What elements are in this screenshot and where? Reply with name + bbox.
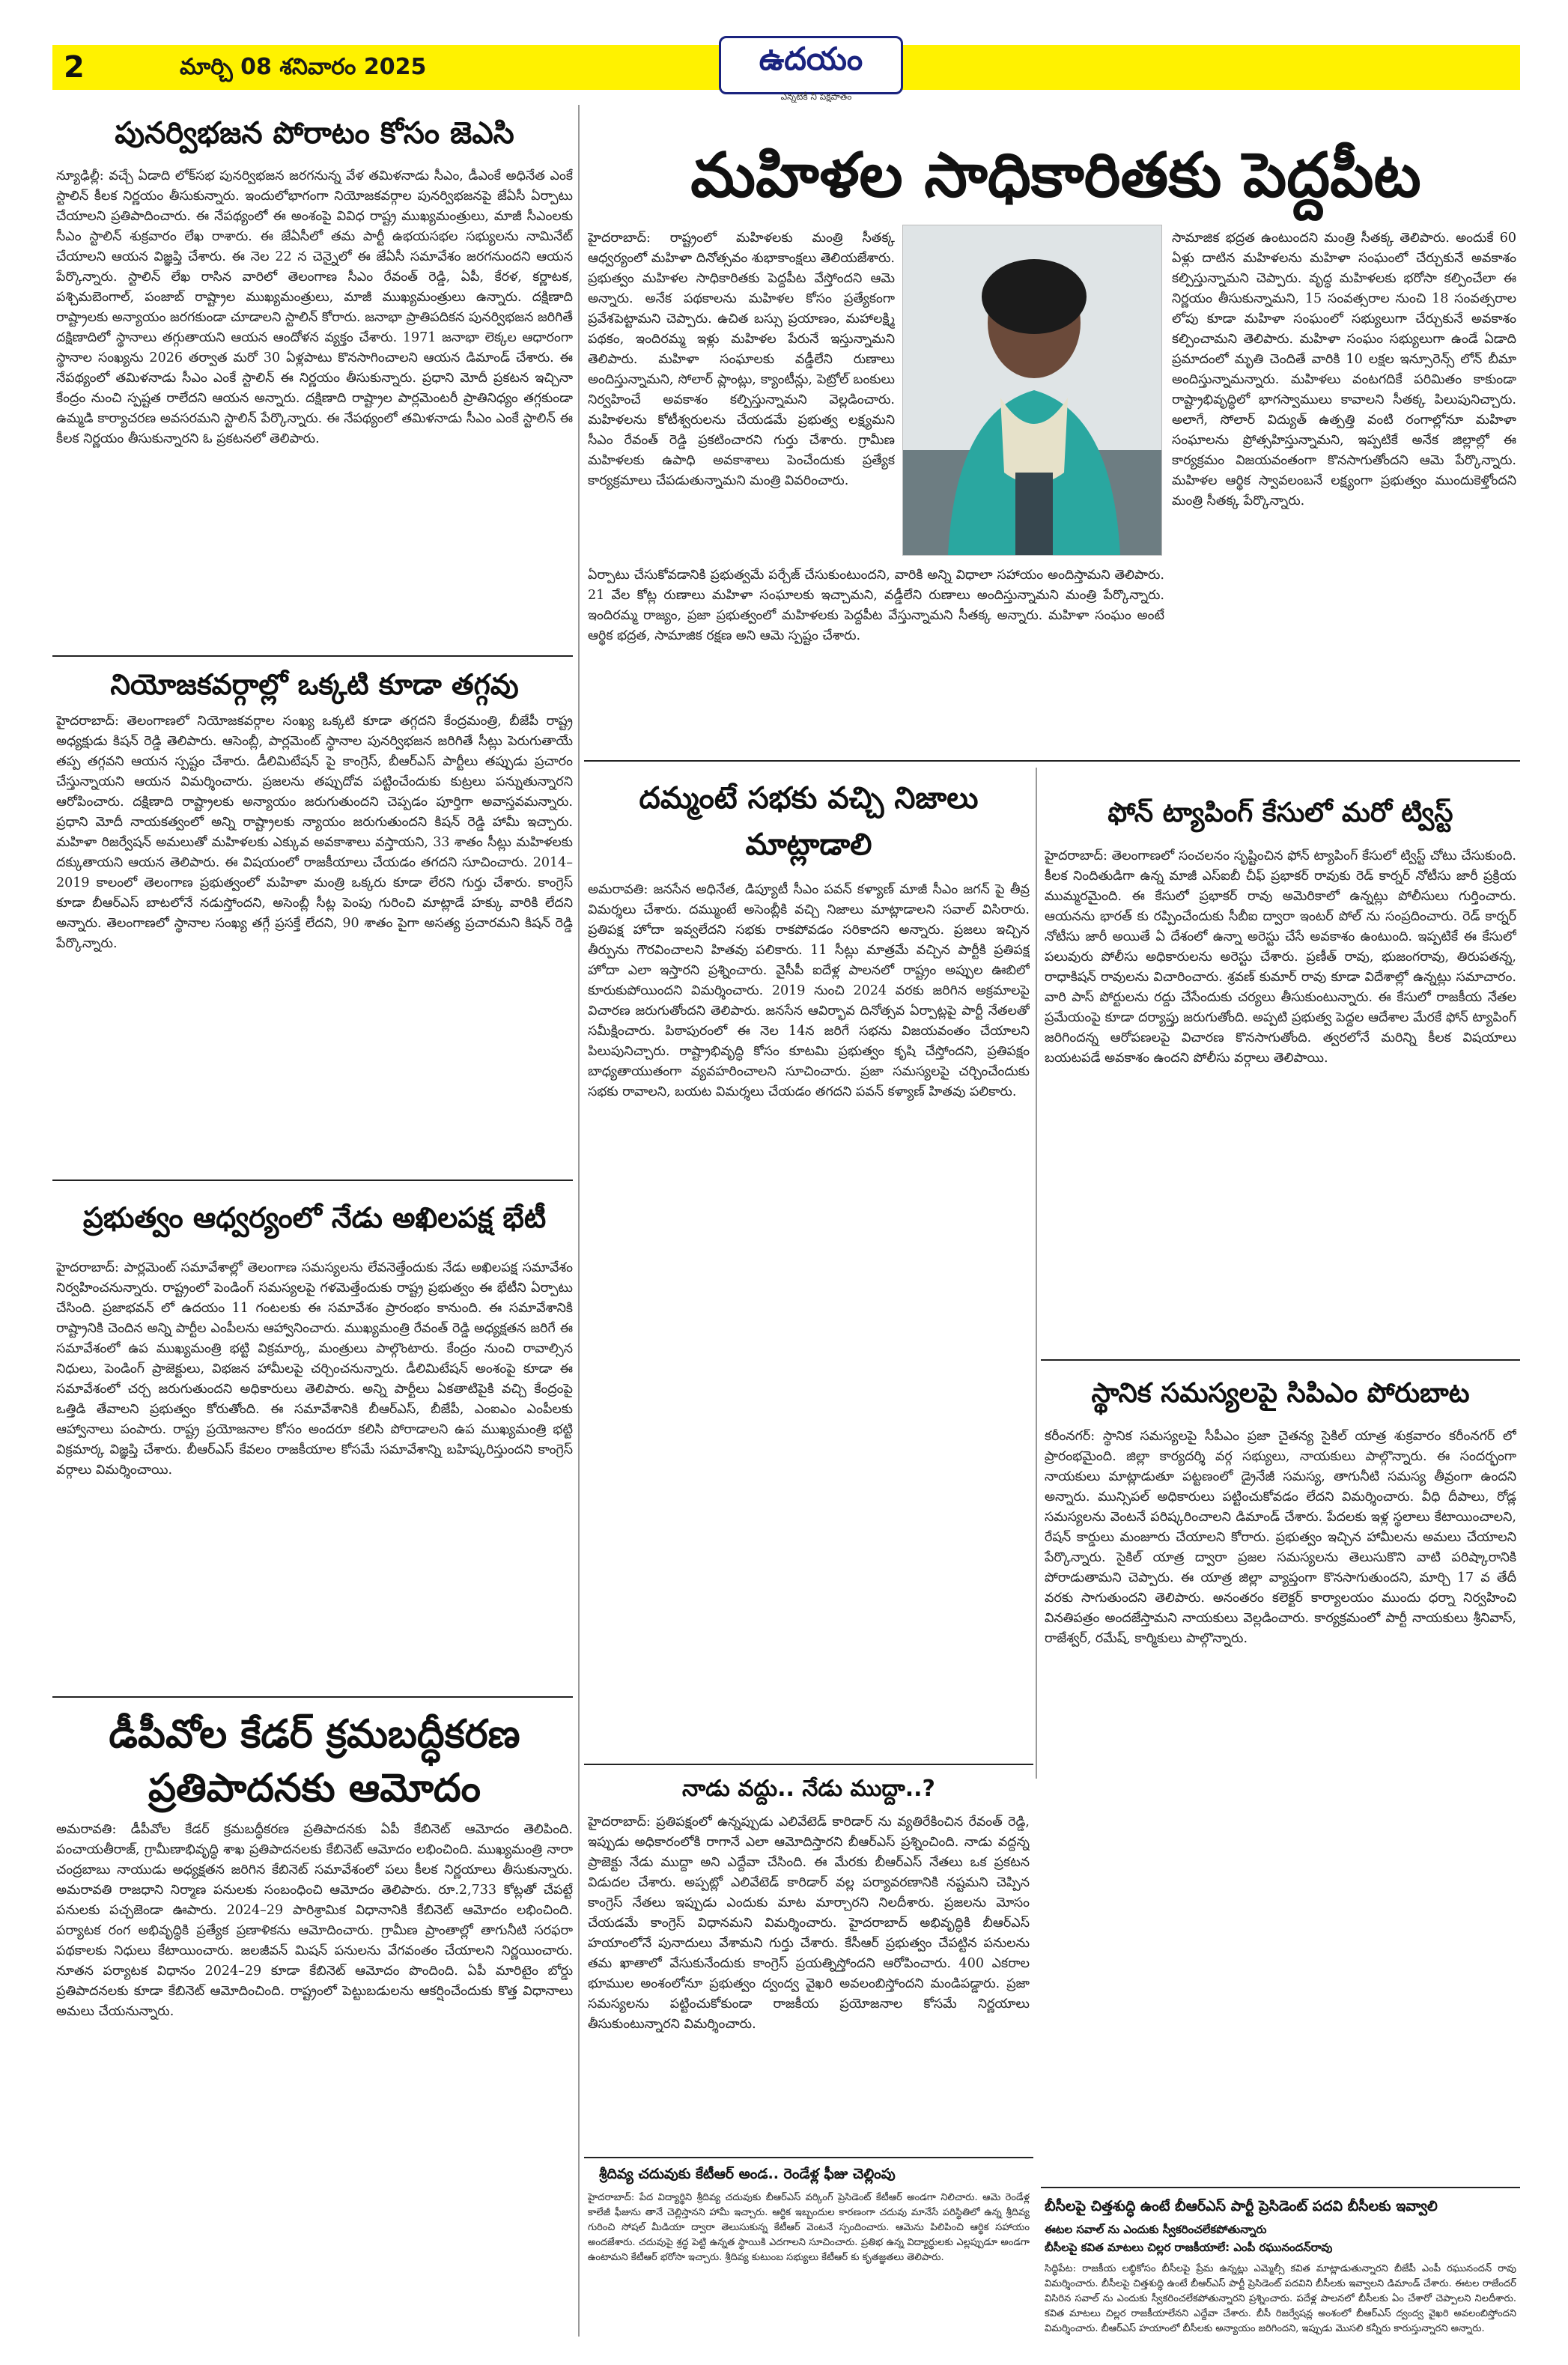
bc-kicker: బీసీలపై చిత్తశుద్ధి ఉంటే బీఆర్ఎస్ పార్టీ ప్రెసిడెంట్ పదవి బీసీలకు ఇవ్వాలి bbox=[1045, 2198, 1438, 2214]
lead-body-left: హైదరాబాద్: రాష్ట్రంలో మహిళలకు మంత్రి సీతక్క ఆధ్వర్యంలో మహిళా దినోత్సవం శుభాకాంక్షలు తెలియజేశారు. ప్రభుత్వం మహిళల సాధికారితకు పెద్దపీట వేస్తోందని ఆమె అన్నారు. అనేక పథకాలను మహిళల కోసం ప్రత్యేకంగా ప్రవేశపెట్టామని చెప్పారు. ఉచిత బస్సు ప్రయాణం, మహాలక్ష్మి పథకం, ఇందిరమ్మ ఇళ్లు మహిళల పేరునే ఇస్తున్నామని తెలిపారు. మహిళా సంఘాలకు వడ్డీలేని రుణాలు అందిస్తున్నామని, సోలార్ ప్లాంట్లు, క్యాంటీన్లు, పెట్రోల్ బంకులు నిర్వహించే అవకాశం కల్పిస్తున్నామని వెల్లడించారు. మహిళలను కోటీశ్వరులను చేయడమే ప్రభుత్వ లక్ష్యమని సీఎం రేవంత్ రెడ్డి ప్రకటించారని గుర్తు చేశారు. గ్రామీణ మహిళలకు ఉపాధి అవకాశాలు పెంచేందుకు ప్రత్యేక కార్యక్రమాలు చేపడుతున్నామని మంత్రి వివరించారు. bbox=[588, 231, 895, 488]
bc-subhead-1: ఈటల సవాల్ ను ఎందుకు స్వీకరించలేకపోతున్నారు bbox=[1045, 2223, 1267, 2236]
seats-headline: నియోజకవర్గాల్లో ఒక్కటి కూడా తగ్గవు bbox=[110, 668, 519, 701]
phone-headline: ఫోన్ ట్యాపింగ్ కేసులో మరో ట్విస్ట్ bbox=[1107, 798, 1453, 828]
column-divider-right bbox=[1036, 768, 1037, 1779]
lead-headline: మహిళల సాధికారితకు పెద్దపీట bbox=[690, 140, 1421, 211]
divider-nadu bbox=[584, 1764, 1033, 1765]
sridivya-headline: శ్రీదివ్య చదువుకు కేటీఆర్ అండ.. రెండేళ్ల ఫీజు చెల్లింపు bbox=[599, 2166, 896, 2182]
pawan-body: అమరావతి: జనసేన అధినేత, డిప్యూటీ సీఎం పవన్ కళ్యాణ్ మాజీ సీఎం జగన్ పై తీవ్ర విమర్శలు చేశారు. దమ్ముంటే అసెంబ్లీకి వచ్చి నిజాలు మాట్లాడాలని సవాల్ విసిరారు. ప్రతిపక్ష హోదా ఇవ్వలేదని సభకు రాకపోవడం సరికాదని అన్నారు. ప్రజలు ఇచ్చిన తీర్పును గౌరవించాలని హితవు పలికారు. 11 సీట్లు మాత్రమే వచ్చిన పార్టీకి ప్రతిపక్ష హోదా ఎలా ఇస్తారని ప్రశ్నించారు. వైసీపీ ఐదేళ్ల పాలనలో రాష్ట్రం అప్పుల ఊబిలో కూరుకుపోయిందని విమర్శించారు. 2019 నుంచి 2024 వరకు జరిగిన అక్రమాలపై విచారణ జరుగుతోందని తెలిపారు. జనసేన ఆవిర్భావ దినోత్సవ ఏర్పాట్లపై పార్టీ నేతలతో సమీక్షించారు. పిఠాపురంలో ఈ నెల 14న జరిగే సభను విజయవంతం చేయాలని పిలుపునిచ్చారు. రాష్ట్రాభివృద్ధి కోసం కూటమి ప్రభుత్వం కృషి చేస్తోందని, ప్రతిపక్షం బాధ్యతాయుతంగా వ్యవహరించాలని సూచించారు. ప్రజా సమస్యలపై చర్చించేందుకు సభకు రావాలని, బయట విమర్శలు చేయడం తగదని పవన్ కళ్యాణ్ హితవు పలికారు. bbox=[588, 882, 1030, 1099]
masthead-logo bbox=[719, 36, 903, 94]
masthead-tagline: ఎన్నటికీ నీ పక్షపాతం bbox=[780, 91, 852, 102]
masthead-name: ఉదయం bbox=[759, 40, 863, 77]
divider-sridivya bbox=[584, 2157, 1033, 2158]
jac-headline: పునర్విభజన పోరాటం కోసం జెఎసి bbox=[115, 116, 514, 151]
pawan-headline: దమ్మంటే సభకు వచ్చి నిజాలు మాట్లాడాలి bbox=[639, 781, 979, 862]
minister-photo bbox=[902, 225, 1162, 556]
nadu-headline: నాడు వద్దు.. నేడు ముద్దా..? bbox=[682, 1776, 935, 1802]
allparty-headline: ప్రభుత్వం ఆధ్వర్యంలో నేడు అఖిలపక్ష భేటీ bbox=[82, 1201, 547, 1234]
divider-lead bbox=[584, 760, 1520, 762]
minister-photo-illustration bbox=[903, 225, 1161, 555]
bc-subhead-2: బీసీలపై కవిత మాటలు చిల్లర రాజకీయాలే: ఎంపీ రఘునందన్‌రావు bbox=[1045, 2241, 1333, 2254]
dpo-headline: డీపీవోల కేడర్ క్రమబద్ధీకరణ ప్రతిపాదనకు ఆమోదం bbox=[109, 1712, 520, 1811]
jac-body: న్యూఢిల్లీ: వచ్చే ఏడాది లోక్‌సభ పునర్విభజన జరగనున్న వేళ తమిళనాడు సీఎం, డీఎంకే అధినేత ఎంకే స్టాలిన్ కీలక నిర్ణయం తీసుకున్నారు. ఇందులోభాగంగా నియోజకవర్గాల పునర్విభజనపై జేఏసీ ఏర్పాటు చేయాలని ప్రతిపాదించారు. ఈ నేపథ్యంలో ఈ అంశంపై వివిధ రాష్ట్ర ముఖ్యమంత్రులు, మాజీ సీఎంలకు సీఎం స్టాలిన్ శుక్రవారం లేఖ రాశారు. ఈ జేఏసీలో తమ పార్టీ ఉభయసభల సభ్యులను నామినేట్ చేయాలని ఆయన విజ్ఞప్తి చేశారు. ఈ నెల 22 న చెన్నైలో ఈ జేఏసీ సమావేశం జరగనుందని ఆయన పేర్కొన్నారు. స్టాలిన్ లేఖ రాసిన వారిలో తెలంగాణ సీఎం రేవంత్ రెడ్డి, ఏపీ, కేరళ, కర్ణాటక, పశ్చిమబెంగాల్, పంజాబ్ రాష్ట్రాల ముఖ్యమంత్రులు, మాజీ ముఖ్యమంత్రులు ఉన్నారు. దక్షిణాది రాష్ట్రాలకు అన్యాయం జరగకుండా చూడాలని స్టాలిన్ కోరారు. జనాభా ప్రాతిపదికన పునర్విభజన జరిగితే దక్షిణాదిలో స్థానాలు తగ్గుతాయని ఆయన ఆందోళన వ్యక్తం చేశారు. 1971 జనాభా లెక్కల ఆధారంగా స్థానాల సంఖ్యను 2026 తర్వాత మరో 30 ఏళ్లపాటు కొనసాగించాలని ఆయన డిమాండ్ చేశారు. ఈ నేపథ్యంలో తమిళనాడు సీఎం ఎంకే స్టాలిన్ ఈ నిర్ణయం తీసుకున్నారు. ప్రధాని మోదీ ప్రకటన ఇచ్చినా కేంద్రం నుంచి స్పష్టత రాలేదని ఆయన అన్నారు. దక్షిణాది రాష్ట్రాల పార్లమెంటరీ ప్రాతినిధ్యం తగ్గకుండా ఉమ్మడి కార్యాచరణ అవసరమని స్టాలిన్ పేర్కొన్నారు. ఈ నేపథ్యంలో తమిళనాడు సీఎం ఎంకే స్టాలిన్ ఈ కీలక నిర్ణయం తీసుకున్నారని ఓ ప్రకటనలో తెలిపారు. bbox=[56, 169, 573, 446]
bc-body: సిద్ధిపేట: రాజకీయ లబ్ధికోసం బీసీలపై ప్రేమ ఉన్నట్లు ఎమ్మెల్సీ కవిత మాట్లాడుతున్నారని బీజేపీ ఎంపీ రఘునందన్ రావు విమర్శించారు. బీసీలపై చిత్తశుద్ధి ఉంటే బీఆర్ఎస్ పార్టీ ప్రెసిడెంట్ పదవిని బీసీలకు ఇవ్వాలని డిమాండ్ చేశారు. ఈటల రాజేందర్ విసిరిన సవాల్ ను ఎందుకు స్వీకరించలేకపోతున్నారని ప్రశ్నించారు. పదేళ్ల పాలనలో బీసీలకు ఏం చేశారో చెప్పాలని నిలదీశారు. కవిత మాటలు చిల్లర రాజకీయాలేనని ఎద్దేవా చేశారు. బీసీ రిజర్వేషన్ల అంశంలో బీఆర్ఎస్ ద్వంద్వ వైఖరి అవలంబిస్తోందని విమర్శించారు. బీఆర్ఎస్ హయాంలో బీసీలకు అన్యాయం జరిగిందని, ఇప్పుడు మొసలి కన్నీరు కారుస్తున్నారని అన్నారు. bbox=[1045, 2263, 1516, 2334]
dpo-body: అమరావతి: డీపీవోల కేడర్ క్రమబద్ధీకరణ ప్రతిపాదనకు ఏపీ కేబినెట్ ఆమోదం తెలిపింది. పంచాయతీరాజ్, గ్రామీణాభివృద్ధి శాఖ ప్రతిపాదనలకు కేబినెట్ ఆమోదం లభించింది. ముఖ్యమంత్రి నారా చంద్రబాబు నాయుడు అధ్యక్షతన జరిగిన కేబినెట్ సమావేశంలో పలు కీలక నిర్ణయాలు తీసుకున్నారు. అమరావతి రాజధాని నిర్మాణ పనులకు సంబంధించి ఆమోదం తెలిపారు. రూ.2,733 కోట్లతో చేపట్టే పనులకు పచ్చజెండా ఊపారు. 2024–29 పారిశ్రామిక విధానానికి కేబినెట్ ఆమోదం లభించింది. పర్యాటక రంగ అభివృద్ధికి ప్రత్యేక ప్రణాళికను ఆమోదించారు. గ్రామీణ ప్రాంతాల్లో తాగునీటి సరఫరా పథకాలకు నిధులు కేటాయించారు. జలజీవన్ మిషన్ పనులను వేగవంతం చేయాలని నిర్ణయించారు. నూతన పర్యాటక విధానం 2024–29 కూడా కేబినెట్ ఆమోదం పొందింది. ఏపీ మారిటైం బోర్డు ప్రతిపాదనలకు కూడా కేబినెట్ ఆమోదించింది. రాష్ట్రంలో పెట్టుబడులను ఆకర్షించేందుకు కొత్త విధానాలు అమలు చేయనున్నారు. bbox=[56, 1822, 573, 2019]
page-number: 2 bbox=[64, 50, 85, 85]
allparty-body: హైదరాబాద్: పార్లమెంట్ సమావేశాల్లో తెలంగాణ సమస్యలను లేవనెత్తేందుకు నేడు అఖిలపక్ష సమావేశం నిర్వహించనున్నారు. రాష్ట్రంలో పెండింగ్ సమస్యలపై గళమెత్తేందుకు రాష్ట్ర ప్రభుత్వం ఈ భేటీని ఏర్పాటు చేసింది. ప్రజాభవన్ లో ఉదయం 11 గంటలకు ఈ సమావేశం ప్రారంభం కానుంది. ఈ సమావేశానికి రాష్ట్రానికి చెందిన అన్ని పార్టీల ఎంపీలను ఆహ్వానించారు. ముఖ్యమంత్రి రేవంత్ రెడ్డి అధ్యక్షతన జరిగే ఈ సమావేశంలో ఉప ముఖ్యమంత్రి భట్టి విక్రమార్క, మంత్రులు పాల్గొంటారు. కేంద్రం నుంచి రావాల్సిన నిధులు, పెండింగ్ ప్రాజెక్టులు, విభజన హామీలపై చర్చించనున్నారు. డీలిమిటేషన్ అంశంపై కూడా ఈ సమావేశంలో చర్చ జరుగుతుందని అధికారులు తెలిపారు. అన్ని పార్టీలు ఏకతాటిపైకి వచ్చి కేంద్రంపై ఒత్తిడి తేవాలని ప్రభుత్వం కోరుతోంది. ఈ సమావేశానికి బీఆర్ఎస్, బీజేపీ, ఎంఐఎం ఎంపీలకు ఆహ్వానాలు పంపారు. రాష్ట్ర ప్రయోజనాల కోసం అందరూ కలిసి పోరాడాలని ఉప ముఖ్యమంత్రి భట్టి విక్రమార్క విజ్ఞప్తి చేశారు. బీఆర్ఎస్ కేవలం రాజకీయాల కోసమే సమావేశాన్ని బహిష్కరిస్తుందని కాంగ్రెస్ వర్గాలు విమర్శించాయి. bbox=[56, 1260, 573, 1478]
divider-cpm bbox=[1041, 1359, 1520, 1361]
divider-dpo bbox=[52, 1696, 573, 1698]
seats-body: హైదరాబాద్: తెలంగాణలో నియోజకవర్గాల సంఖ్య ఒక్కటి కూడా తగ్గదని కేంద్రమంత్రి, బీజేపీ రాష్ట్ర అధ్యక్షుడు కిషన్ రెడ్డి తెలిపారు. ఆసెంబ్లీ, పార్లమెంట్ స్థానాల పునర్విభజన జరిగితే సీట్లు పెరుగుతాయే తప్ప తగ్గవని ఆయన స్పష్టం చేశారు. డీలిమిటేషన్ పై కాంగ్రెస్, బీఆర్ఎస్ పార్టీలు తప్పుడు ప్రచారం చేస్తున్నాయని ఆయన విమర్శించారు. ప్రజలను తప్పుదోవ పట్టించేందుకు కుట్రలు పన్నుతున్నారని ఆరోపించారు. దక్షిణాది రాష్ట్రాలకు అన్యాయం జరుగుతుందని చెప్పడం పూర్తిగా అవాస్తవమన్నారు. ప్రధాని మోదీ నాయకత్వంలో అన్ని రాష్ట్రాలకు న్యాయం జరుగుతుందని కిషన్ రెడ్డి హామీ ఇచ్చారు. మహిళా రిజర్వేషన్ అమలుతో మహిళలకు ఎక్కువ అవకాశాలు వస్తాయని, 33 శాతం సీట్లు మహిళలకు దక్కుతాయని ఆయన తెలిపారు. ఈ విషయంలో రాజకీయాలు చేయడం తగదని సూచించారు. 2014–2019 కాలంలో తెలంగాణ ప్రభుత్వంలో మహిళా మంత్రి ఒక్కరు కూడా లేరని గుర్తు చేశారు. కాంగ్రెస్ కూడా బీఆర్ఎస్ బాటలోనే నడుస్తోందని, అసెంబ్లీ సీట్ల పెంపు గురించి మాట్లాడే హక్కు వారికి లేదని అన్నారు. తెలంగాణలో స్థానాల సంఖ్య తగ్గే ప్రసక్తే లేదని, 90 శాతం పైగా అసత్య ప్రచారమని కిషన్ రెడ్డి పేర్కొన్నారు. bbox=[56, 714, 573, 951]
lead-body-right: సామాజిక భద్రత ఉంటుందని మంత్రి సీతక్క తెలిపారు. అందుకే 60 ఏళ్లు దాటిన మహిళలను మహిళా సంఘంలో చేర్చుకునే అవకాశం కల్పిస్తున్నామని చెప్పారు. వృద్ధ మహిళలకు భరోసా కల్పించేలా ఈ నిర్ణయం తీసుకున్నామని, 15 సంవత్సరాల నుంచి 18 సంవత్సరాల లోపు కూడా మహిళా సంఘంలో సభ్యులుగా చేర్చుకునే అవకాశం కల్పించామని తెలిపారు. మహిళా సంఘం సభ్యులుగా ఉండే ఏడాది ప్రమాదంలో మృతి చెందితే వారికి 10 లక్షల ఇన్సూరెన్స్ లోన్ బీమా అందిస్తున్నామన్నారు. మహిళలు వంటగదికే పరిమితం కాకుండా రాష్ట్రాభివృద్ధిలో భాగస్వాములు కావాలని సీతక్క పిలుపునిచ్చారు. అలాగే, సోలార్ విద్యుత్ ఉత్పత్తి వంటి రంగాల్లోనూ మహిళా సంఘాలను ప్రోత్సహిస్తున్నామని, ఇప్పటికే అనేక జిల్లాల్లో ఈ కార్యక్రమం విజయవంతంగా కొనసాగుతోందని ఆమె పేర్కొన్నారు. మహిళల ఆర్థిక స్వావలంబనే లక్ష్యంగా ప్రభుత్వం ముందుకెళ్తోందని మంత్రి సీతక్క పేర్కొన్నారు. bbox=[1172, 231, 1516, 508]
divider-allparty bbox=[52, 1180, 573, 1181]
cpm-body: కరీంనగర్: స్థానిక సమస్యలపై సీపీఎం ప్రజా చైతన్య సైకిల్ యాత్ర శుక్రవారం కరీంనగర్ లో ప్రారంభమైంది. జిల్లా కార్యదర్శి వర్గ సభ్యులు, నాయకులు పాల్గొన్నారు. ఈ సందర్భంగా నాయకులు మాట్లాడుతూ పట్టణంలో డ్రైనేజీ సమస్య, తాగునీటి సమస్య తీవ్రంగా ఉందని అన్నారు. మున్సిపల్ అధికారులు పట్టించుకోవడం లేదని విమర్శించారు. వీధి దీపాలు, రోడ్ల సమస్యలను వెంటనే పరిష్కరించాలని డిమాండ్ చేశారు. పేదలకు ఇళ్ల స్థలాలు కేటాయించాలని, రేషన్ కార్డులు మంజూరు చేయాలని కోరారు. ప్రభుత్వం ఇచ్చిన హామీలను అమలు చేయాలని పేర్కొన్నారు. సైకిల్ యాత్ర ద్వారా ప్రజల సమస్యలను తెలుసుకొని వాటి పరిష్కారానికి పోరాడుతామని చెప్పారు. ఈ యాత్ర జిల్లా వ్యాప్తంగా కొనసాగుతుందని, మార్చి 17 వ తేదీ వరకు సాగుతుందని తెలిపారు. అనంతరం కలెక్టర్ కార్యాలయం ముందు ధర్నా నిర్వహించి వినతిపత్రం అందజేస్తామని నాయకులు వెల్లడించారు. కార్యక్రమంలో పార్టీ నాయకులు శ్రీనివాస్, రాజేశ్వర్, రమేష్, కార్మికులు పాల్గొన్నారు. bbox=[1045, 1429, 1516, 1646]
lead-caption: ఏర్పాటు చేసుకోవడానికి ప్రభుత్వమే పర్చేజ్ చేసుకుంటుందని, వారికి అన్ని విధాలా సహాయం అందిస్తామని తెలిపారు. 21 వేల కోట్ల రుణాలు మహిళా సంఘాలకు ఇచ్చామని, వడ్డీలేని రుణాలు అందిస్తున్నామని మంత్రి పేర్కొన్నారు. ఇందిరమ్మ రాజ్యం, ప్రజా ప్రభుత్వంలో మహిళలకు పెద్దపీట వేస్తున్నామని సీతక్క అన్నారు. మహిళా సంఘం అంటే ఆర్థిక భద్రత, సామాజిక రక్షణ అని ఆమె స్పష్టం చేశారు. bbox=[588, 568, 1164, 643]
cpm-headline: స్థానిక సమస్యలపై సిపిఎం పోరుబాట bbox=[1091, 1378, 1470, 1409]
divider-bc bbox=[1041, 2187, 1520, 2188]
issue-date: మార్చి 08 శనివారం 2025 bbox=[180, 54, 427, 80]
sridivya-body: హైదరాబాద్: పేద విద్యార్థిని శ్రీదివ్య చదువుకు బీఆర్ఎస్ వర్కింగ్ ప్రెసిడెంట్ కేటీఆర్ అండగా నిలిచారు. ఆమె రెండేళ్ల కాలేజీ ఫీజును తానే చెల్లిస్తానని హామీ ఇచ్చారు. ఆర్థిక ఇబ్బందుల కారణంగా చదువు మానేసే పరిస్థితిలో ఉన్న శ్రీదివ్య గురించి సోషల్ మీడియా ద్వారా తెలుసుకున్న కేటీఆర్ వెంటనే స్పందించారు. ఆమెను పిలిపించి ఆర్థిక సహాయం అందజేశారు. చదువుపై శ్రద్ధ పెట్టి ఉన్నత స్థాయికి ఎదగాలని సూచించారు. ప్రతిభ ఉన్న విద్యార్థులకు ఎల్లప్పుడూ అండగా ఉంటామని కేటీఆర్ భరోసా ఇచ్చారు. శ్రీదివ్య కుటుంబ సభ్యులు కేటీఆర్ కు కృతజ్ఞతలు తెలిపారు. bbox=[588, 2192, 1030, 2263]
column-divider-left bbox=[578, 105, 580, 2337]
phone-body: హైదరాబాద్: తెలంగాణలో సంచలనం సృష్టించిన ఫోన్ ట్యాపింగ్ కేసులో ట్విస్ట్ చోటు చేసుకుంది. కీలక నిందితుడిగా ఉన్న మాజీ ఎస్ఐబీ చీఫ్ ప్రభాకర్ రావుకు రెడ్ కార్నర్ నోటీసు జారీ ప్రక్రియ ముమ్మరమైంది. ఈ కేసులో ప్రభాకర్ రావు అమెరికాలో ఉన్నట్లు పోలీసులు గుర్తించారు. ఆయనను భారత్ కు రప్పించేందుకు సీబీఐ ద్వారా ఇంటర్ పోల్ ను సంప్రదించారు. రెడ్ కార్నర్ నోటీసు జారీ అయితే ఏ దేశంలో ఉన్నా అరెస్టు చేసే అవకాశం ఉంటుంది. ఇప్పటికే ఈ కేసులో పలువురు పోలీసు అధికారులను అరెస్టు చేశారు. ప్రణీత్ రావు, భుజంగరావు, తిరుపతన్న, రాధాకిషన్ రావులను విచారించారు. శ్రవణ్ కుమార్ రావు కూడా విదేశాల్లో ఉన్నట్లు సమాచారం. వారి పాస్ పోర్టులను రద్దు చేసేందుకు చర్యలు తీసుకుంటున్నారు. ఈ కేసులో రాజకీయ నేతల ప్రమేయంపై కూడా దర్యాప్తు జరుగుతోంది. అప్పటి ప్రభుత్వ పెద్దల ఆదేశాల మేరకే ఫోన్ ట్యాపింగ్ జరిగిందన్న ఆరోపణలపై విచారణ కొనసాగుతోంది. త్వరలోనే మరిన్ని కీలక విషయాలు బయటపడే అవకాశం ఉందని పోలీసు వర్గాలు తెలిపాయి. bbox=[1045, 848, 1516, 1066]
nadu-body: హైదరాబాద్: ప్రతిపక్షంలో ఉన్నప్పుడు ఎలివేటెడ్ కారిడార్ ను వ్యతిరేకించిన రేవంత్ రెడ్డి, ఇప్పుడు అధికారంలోకి రాగానే ఎలా ఆమోదిస్తారని బీఆర్ఎస్ ప్రశ్నించింది. నాడు వద్దన్న ప్రాజెక్టు నేడు ముద్దా అని ఎద్దేవా చేసింది. ఈ మేరకు బీఆర్ఎస్ నేతలు ఒక ప్రకటన విడుదల చేశారు. అప్పట్లో ఎలివేటెడ్ కారిడార్ వల్ల పర్యావరణానికి నష్టమని చెప్పిన కాంగ్రెస్ నేతలు ఇప్పుడు ఎందుకు మాట మార్చారని నిలదీశారు. ప్రజలను మోసం చేయడమే కాంగ్రెస్ విధానమని విమర్శించారు. హైదరాబాద్ అభివృద్ధికి బీఆర్ఎస్ హయాంలోనే పునాదులు వేశామని గుర్తు చేశారు. కేసీఆర్ ప్రభుత్వం చేపట్టిన పనులను తమ ఖాతాలో వేసుకునేందుకు కాంగ్రెస్ ప్రయత్నిస్తోందని ఆరోపించారు. 400 ఎకరాల భూముల అంశంలోనూ ప్రభుత్వం ద్వంద్వ వైఖరి అవలంబిస్తోందని మండిపడ్డారు. ప్రజా సమస్యలను పట్టించుకోకుండా రాజకీయ ప్రయోజనాల కోసమే నిర్ణయాలు తీసుకుంటున్నారని విమర్శించారు. bbox=[588, 1815, 1030, 2032]
divider-seats bbox=[52, 655, 573, 657]
